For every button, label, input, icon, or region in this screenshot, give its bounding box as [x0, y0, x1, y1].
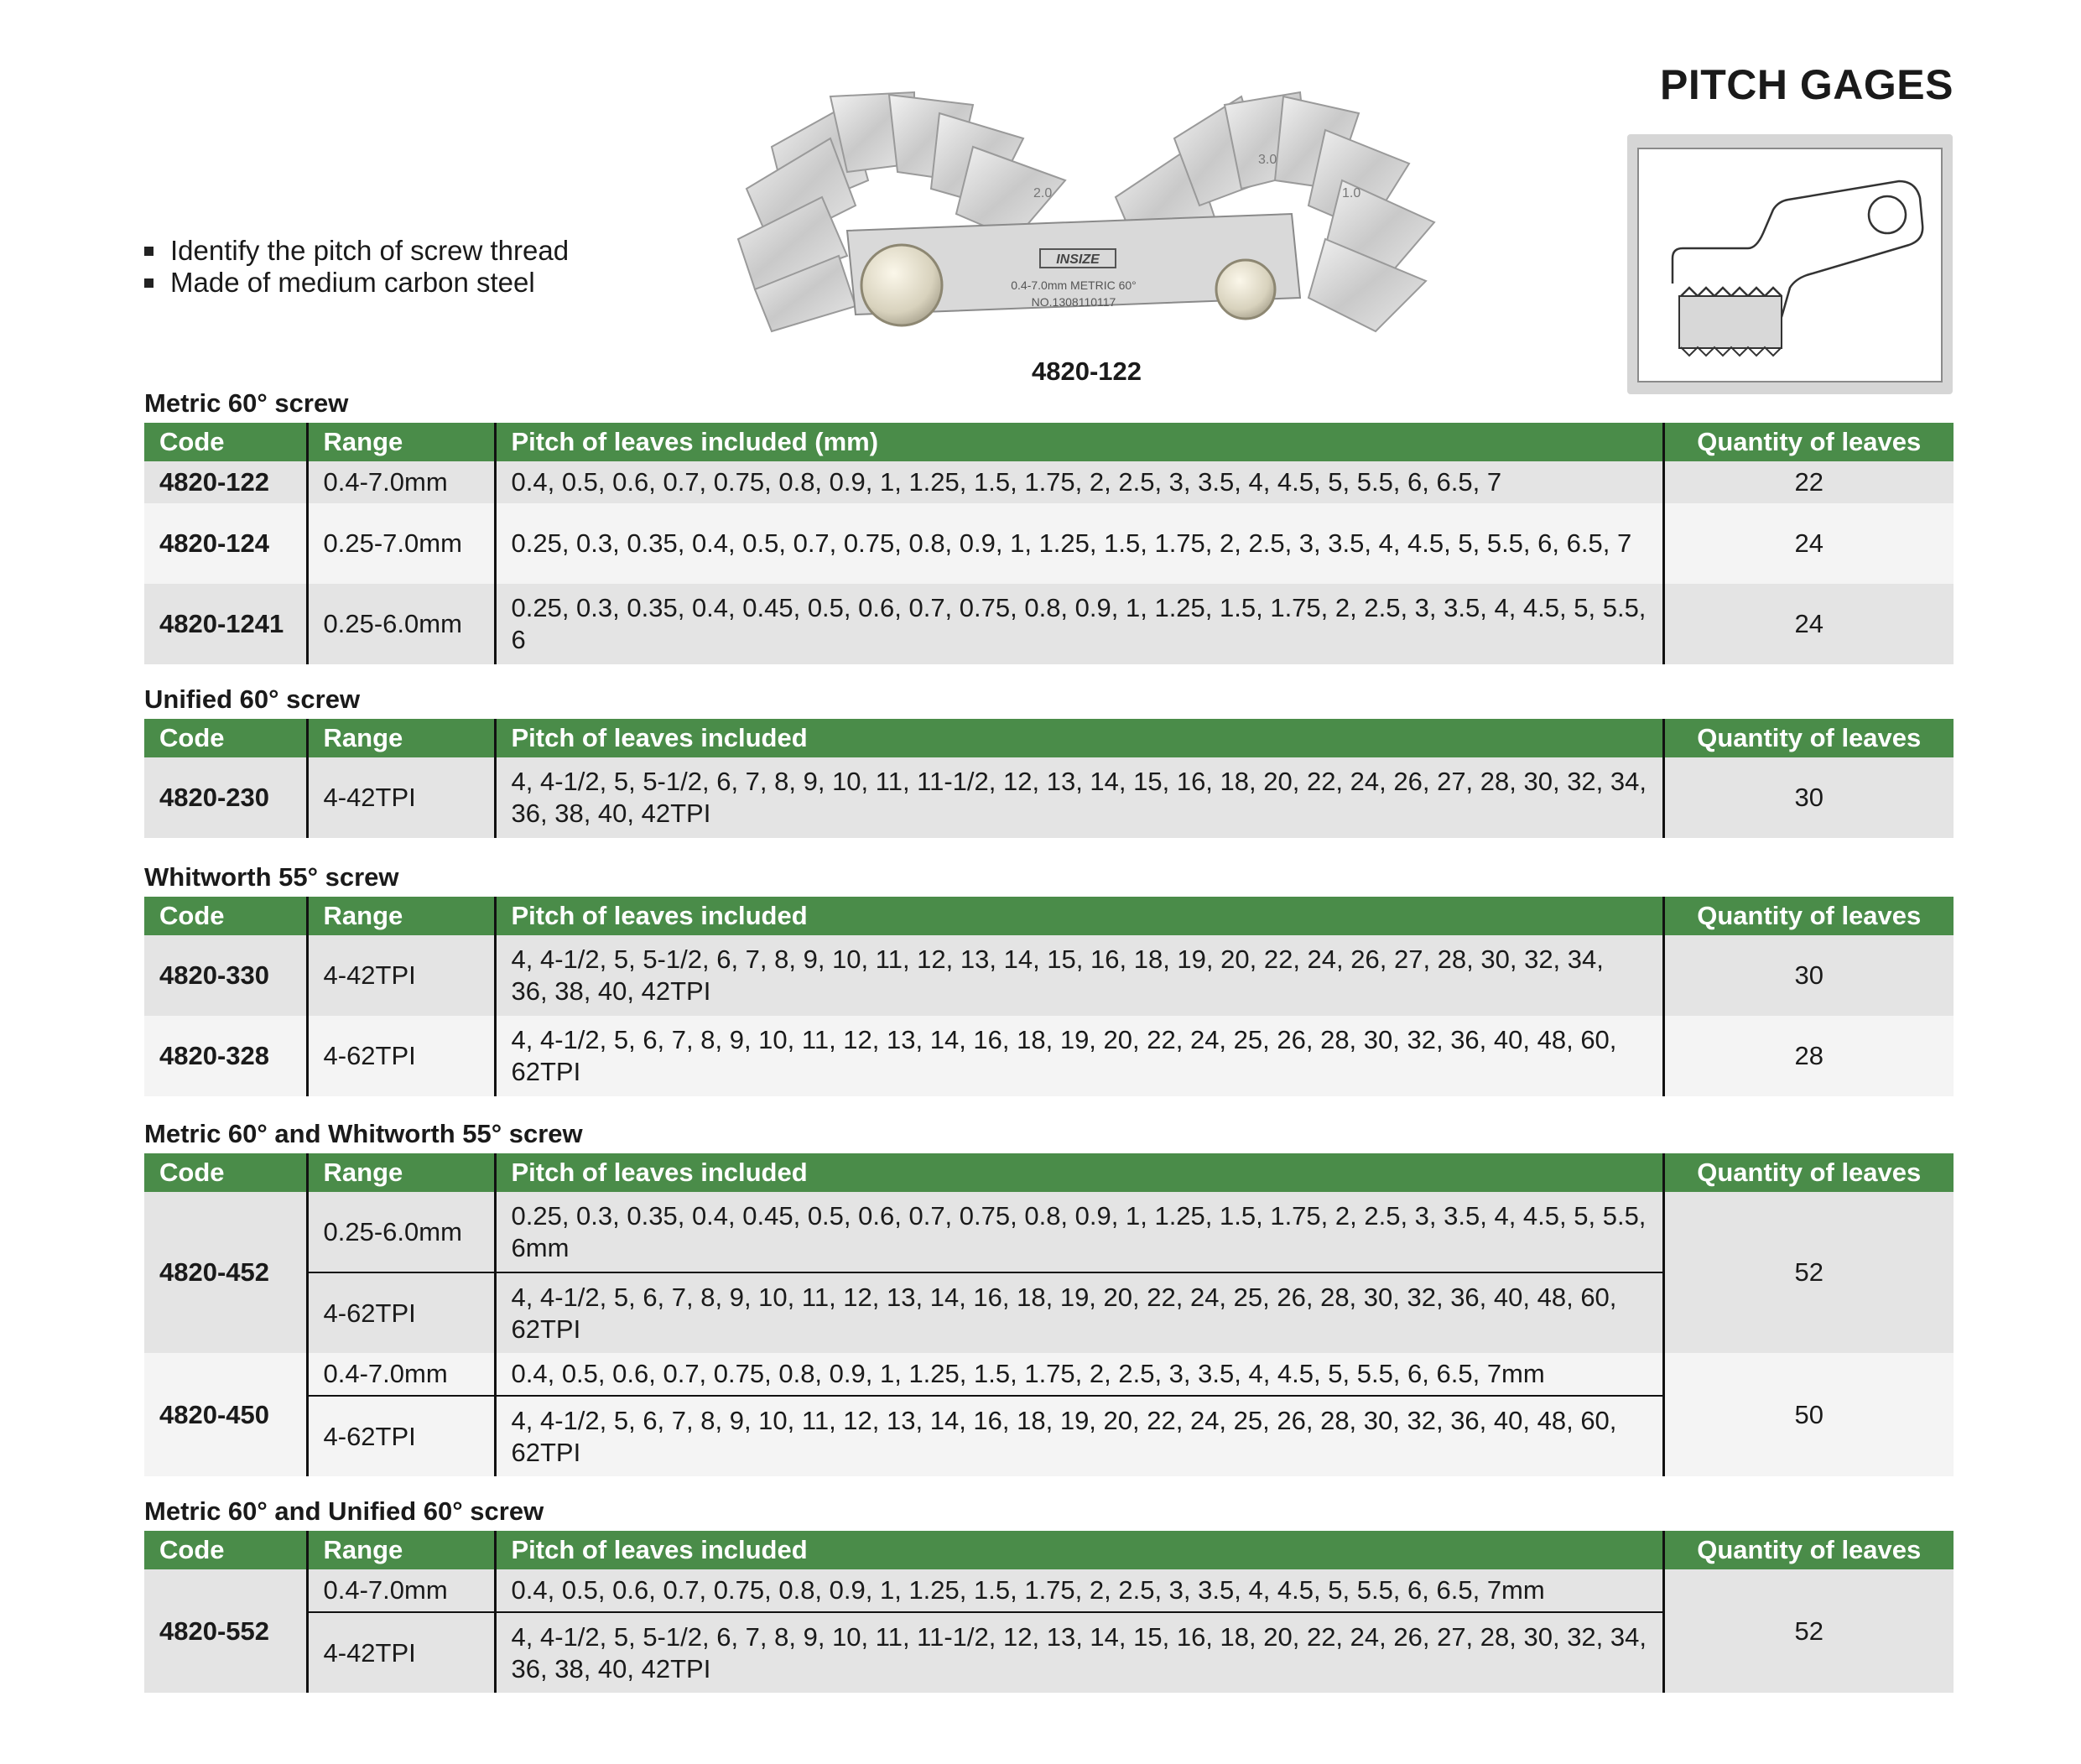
col-header-qty: Quantity of leaves [1663, 423, 1954, 461]
cell-qty: 52 [1663, 1192, 1954, 1353]
cell-range: 0.4-7.0mm [307, 1569, 495, 1612]
bullet-icon [144, 278, 153, 288]
col-header-qty: Quantity of leaves [1663, 1153, 1954, 1192]
cell-range: 4-42TPI [307, 1612, 495, 1693]
cell-range: 4-62TPI [307, 1272, 495, 1353]
table-header [144, 1153, 1954, 1192]
cell-pitch: 4, 4-1/2, 5, 5-1/2, 6, 7, 8, 9, 10, 11, 12, 13, 14, 15, 16, 18, 19, 20, 22, 24, 26, 27, 28, 30, 32, 34, 36, 38, 40, 42TPI [495, 935, 1663, 1016]
table-row [144, 757, 1954, 838]
col-header-range: Range [307, 897, 495, 935]
cell-qty: 30 [1663, 757, 1954, 838]
page-title: PITCH GAGES [1660, 61, 1954, 108]
cell-pitch: 4, 4-1/2, 5, 5-1/2, 6, 7, 8, 9, 10, 11, 11-1/2, 12, 13, 14, 15, 16, 18, 20, 22, 24, 26, 27, 28, 30, 32, 34, 36, 38, 40, 42TPI [495, 757, 1663, 838]
table-header [144, 719, 1954, 757]
photo-stamp-line1: 0.4-7.0mm METRIC 60° [1011, 278, 1137, 292]
table-row [144, 584, 1954, 664]
table-metric-whitworth [144, 1153, 1954, 1476]
cell-range: 0.25-6.0mm [307, 584, 495, 664]
photo-leaf-mark: 3.0 [1258, 153, 1277, 167]
section-title-unified: Unified 60° screw [144, 684, 361, 714]
section-title-metric-whitworth: Metric 60° and Whitworth 55° screw [144, 1119, 583, 1148]
cell-range: 4-62TPI [307, 1396, 495, 1476]
col-header-code: Code [144, 1531, 307, 1569]
cell-pitch: 0.25, 0.3, 0.35, 0.4, 0.45, 0.5, 0.6, 0.7, 0.75, 0.8, 0.9, 1, 1.25, 1.5, 1.75, 2, 2.5, 3, 3.5, 4, 4.5, 5, 5.5, 6 [495, 584, 1663, 664]
knob-icon [1216, 260, 1275, 319]
col-header-range: Range [307, 423, 495, 461]
cell-code: 4820-452 [144, 1192, 307, 1353]
product-photo [721, 88, 1451, 369]
cell-range: 0.4-7.0mm [307, 461, 495, 503]
table-row [144, 461, 1954, 503]
cell-pitch: 0.25, 0.3, 0.35, 0.4, 0.45, 0.5, 0.6, 0.7, 0.75, 0.8, 0.9, 1, 1.25, 1.5, 1.75, 2, 2.5, 3, 3.5, 4, 4.5, 5, 5.5, 6mm [495, 1192, 1663, 1272]
leaf-diagram-frame [1637, 148, 1943, 382]
feature-item [144, 235, 569, 267]
section-title-metric: Metric 60° screw [144, 388, 349, 418]
cell-range: 0.25-7.0mm [307, 503, 495, 584]
cell-code: 4820-1241 [144, 584, 307, 664]
cell-code: 4820-122 [144, 461, 307, 503]
pitch-leaf-outline-icon [1639, 149, 1941, 381]
col-header-pitch: Pitch of leaves included [495, 719, 1663, 757]
col-header-code: Code [144, 1153, 307, 1192]
cell-qty: 28 [1663, 1016, 1954, 1096]
bullet-icon [144, 247, 153, 256]
section-title-whitworth: Whitworth 55° screw [144, 862, 399, 892]
photo-leaf-mark: 2.0 [1033, 186, 1053, 200]
leaf-diagram [1627, 134, 1953, 394]
table-metric-unified [144, 1531, 1954, 1693]
cell-range: 4-62TPI [307, 1016, 495, 1096]
cell-code: 4820-330 [144, 935, 307, 1016]
col-header-pitch: Pitch of leaves included [495, 1531, 1663, 1569]
cell-qty: 22 [1663, 461, 1954, 503]
col-header-code: Code [144, 423, 307, 461]
col-header-range: Range [307, 1153, 495, 1192]
cell-pitch: 4, 4-1/2, 5, 5-1/2, 6, 7, 8, 9, 10, 11, 11-1/2, 12, 13, 14, 15, 16, 18, 20, 22, 24, 26, 27, 28, 30, 32, 34, 36, 38, 40, 42TPI [495, 1612, 1663, 1693]
photo-stamp-line2: NO.1308110117 [1031, 295, 1116, 309]
feature-item [144, 267, 569, 299]
col-header-range: Range [307, 719, 495, 757]
cell-pitch: 4, 4-1/2, 5, 6, 7, 8, 9, 10, 11, 12, 13, 14, 16, 18, 19, 20, 22, 24, 25, 26, 28, 30, 32, 36, 40, 48, 60, 62TPI [495, 1396, 1663, 1476]
cell-code: 4820-552 [144, 1569, 307, 1693]
col-header-pitch: Pitch of leaves included [495, 897, 1663, 935]
col-header-pitch: Pitch of leaves included (mm) [495, 423, 1663, 461]
table-header [144, 897, 1954, 935]
cell-pitch: 0.4, 0.5, 0.6, 0.7, 0.75, 0.8, 0.9, 1, 1.25, 1.5, 1.75, 2, 2.5, 3, 3.5, 4, 4.5, 5, 5.5, 6, 6.5, 7 [495, 461, 1663, 503]
knob-icon [861, 245, 942, 325]
cell-code: 4820-230 [144, 757, 307, 838]
table-whitworth [144, 897, 1954, 1096]
cell-code: 4820-450 [144, 1353, 307, 1476]
col-header-qty: Quantity of leaves [1663, 897, 1954, 935]
cell-qty: 24 [1663, 503, 1954, 584]
col-header-pitch: Pitch of leaves included [495, 1153, 1663, 1192]
cell-range: 4-42TPI [307, 757, 495, 838]
cell-qty: 24 [1663, 584, 1954, 664]
table-row [144, 1192, 1954, 1272]
table-row [144, 1569, 1954, 1612]
section-title-metric-unified: Metric 60° and Unified 60° screw [144, 1496, 544, 1526]
table-row [144, 1353, 1954, 1396]
table-row [144, 935, 1954, 1016]
cell-qty: 30 [1663, 935, 1954, 1016]
cell-pitch: 0.25, 0.3, 0.35, 0.4, 0.5, 0.7, 0.75, 0.8, 0.9, 1, 1.25, 1.5, 1.75, 2, 2.5, 3, 3.5, 4, 4.5, 5, 5.5, 6, 6.5, 7 [495, 503, 1663, 584]
photo-leaf-mark: 1.0 [1342, 186, 1361, 200]
cell-qty: 50 [1663, 1353, 1954, 1476]
col-header-code: Code [144, 719, 307, 757]
photo-caption: 4820-122 [1032, 356, 1142, 386]
cell-range: 4-42TPI [307, 935, 495, 1016]
col-header-code: Code [144, 897, 307, 935]
cell-code: 4820-328 [144, 1016, 307, 1096]
photo-brand: INSIZE [1056, 252, 1100, 267]
table-header [144, 1531, 1954, 1569]
cell-pitch: 0.4, 0.5, 0.6, 0.7, 0.75, 0.8, 0.9, 1, 1.25, 1.5, 1.75, 2, 2.5, 3, 3.5, 4, 4.5, 5, 5.5, 6, 6.5, 7mm [495, 1569, 1663, 1612]
feature-list [144, 235, 569, 299]
col-header-range: Range [307, 1531, 495, 1569]
table-row [144, 1016, 1954, 1096]
cell-qty: 52 [1663, 1569, 1954, 1693]
table-header [144, 423, 1954, 461]
col-header-qty: Quantity of leaves [1663, 719, 1954, 757]
table-metric [144, 423, 1954, 664]
cell-code: 4820-124 [144, 503, 307, 584]
cell-range: 0.25-6.0mm [307, 1192, 495, 1272]
table-unified [144, 719, 1954, 838]
feature-text: Made of medium carbon steel [170, 267, 535, 298]
feature-text: Identify the pitch of screw thread [170, 235, 570, 266]
col-header-qty: Quantity of leaves [1663, 1531, 1954, 1569]
table-row [144, 503, 1954, 584]
cell-pitch: 0.4, 0.5, 0.6, 0.7, 0.75, 0.8, 0.9, 1, 1.25, 1.5, 1.75, 2, 2.5, 3, 3.5, 4, 4.5, 5, 5.5, 6, 6.5, 7mm [495, 1353, 1663, 1396]
cell-pitch: 4, 4-1/2, 5, 6, 7, 8, 9, 10, 11, 12, 13, 14, 16, 18, 19, 20, 22, 24, 25, 26, 28, 30, 32, 36, 40, 48, 60, 62TPI [495, 1016, 1663, 1096]
cell-range: 0.4-7.0mm [307, 1353, 495, 1396]
cell-pitch: 4, 4-1/2, 5, 6, 7, 8, 9, 10, 11, 12, 13, 14, 16, 18, 19, 20, 22, 24, 25, 26, 28, 30, 32, 36, 40, 48, 60, 62TPI [495, 1272, 1663, 1353]
